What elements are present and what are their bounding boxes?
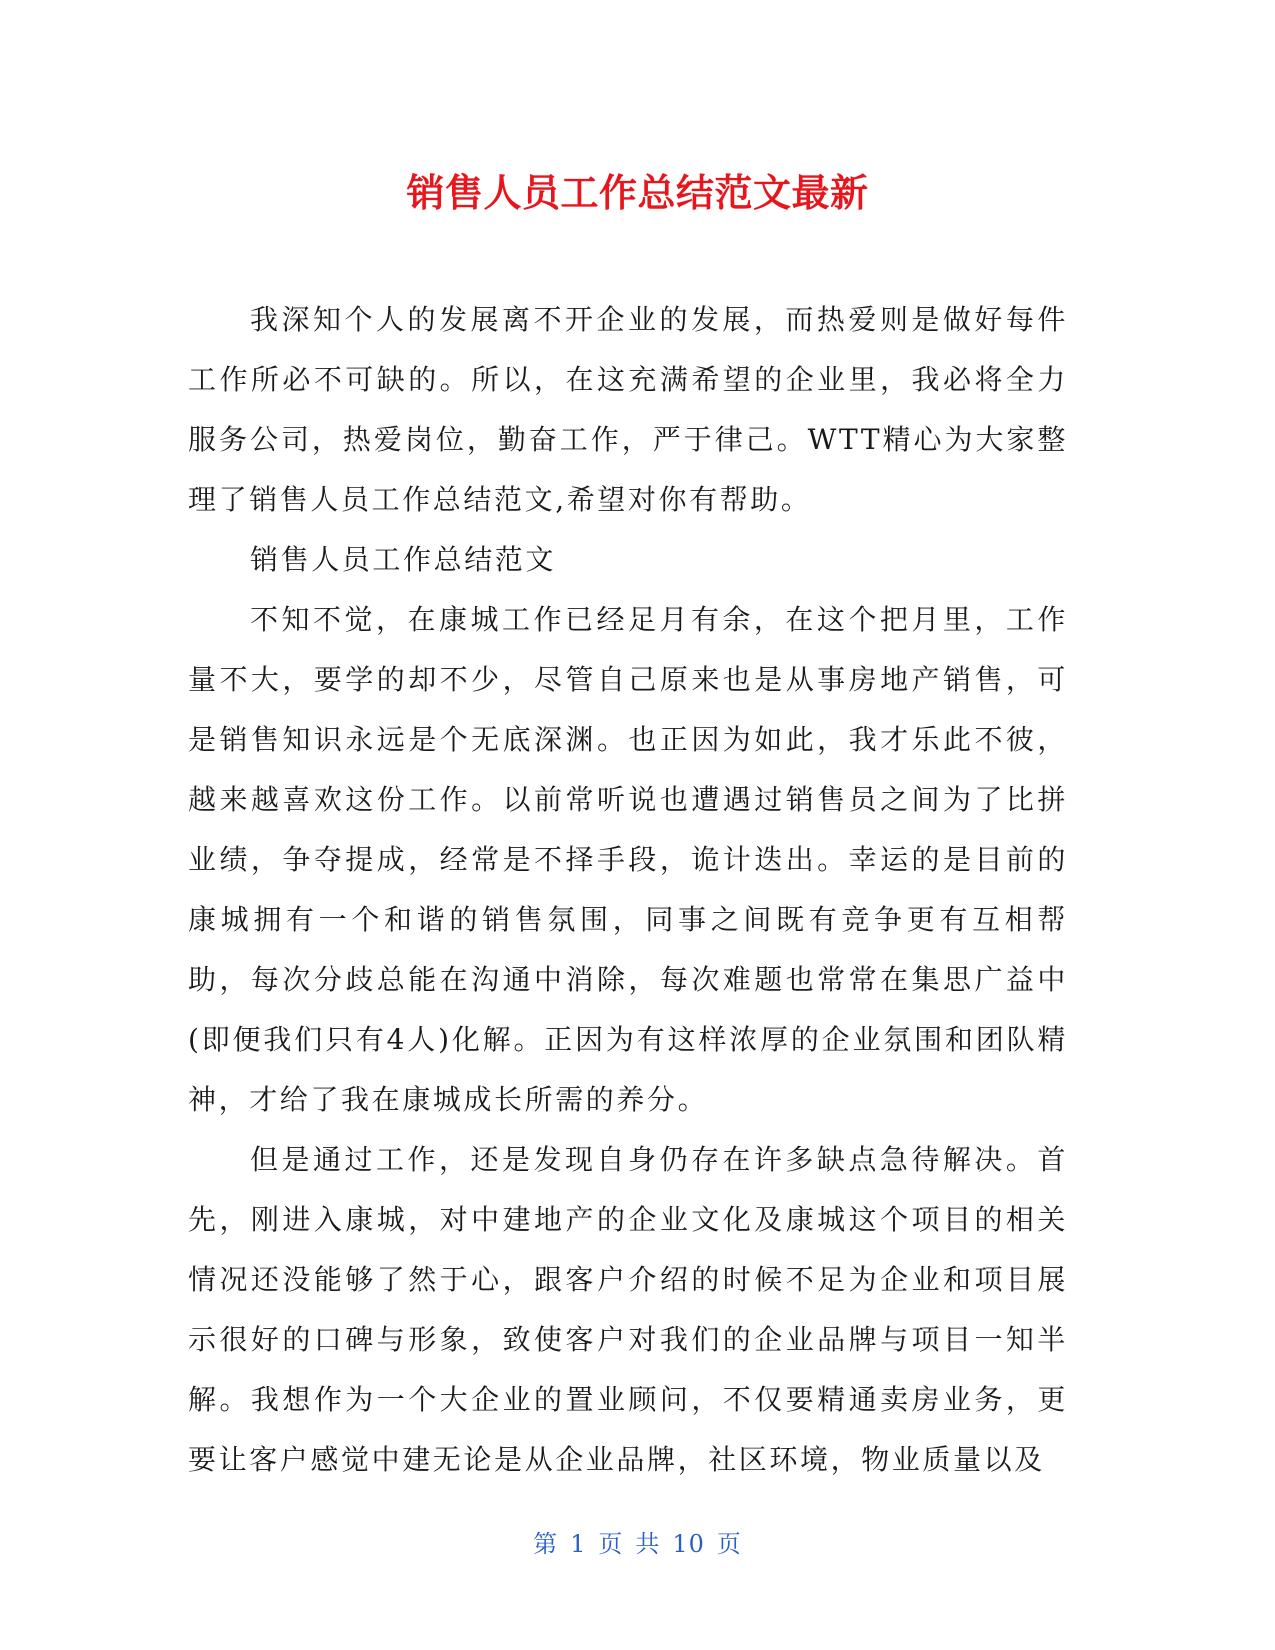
page-footer bbox=[0, 1526, 1275, 1562]
paragraph-body-2: 但是通过工作，还是发现自身仍存在许多缺点急待解决。首先，刚进入康城，对中建地产的企业文化及康城这个项目的相关情况还没能够了然于心，跟客户介绍的时候不足为企业和项目展示很好的口碑与形象，致使客户对我们的企业品牌与项目一知半解。我想作为一个大企业的置业顾问，不仅要精通卖房业务，更要让客户感觉中建无论是从企业品牌，社区环境，物业质量以及 bbox=[188, 1143, 1068, 1476]
total-pages-number: 10 bbox=[672, 1530, 705, 1558]
paragraph-intro: 我深知个人的发展离不开企业的发展，而热爱则是做好每件工作所必不可缺的。所以，在这充满希望的企业里，我必将全力服务公司，热爱岗位，勤奋工作，严于律己。WTT精心为大家整理了销售人员工作总结范文,希望对你有帮助。 bbox=[188, 303, 1068, 516]
document-title: 销售人员工作总结范文最新 bbox=[406, 171, 869, 215]
page-label-suffix: 页 bbox=[716, 1530, 742, 1558]
paragraph-subheading: 销售人员工作总结范文 bbox=[250, 543, 557, 576]
page-label-prefix: 第 bbox=[533, 1530, 559, 1558]
current-page-number: 1 bbox=[570, 1530, 587, 1558]
total-label: 共 bbox=[635, 1530, 661, 1558]
document-body bbox=[188, 290, 1068, 1490]
page-label-mid: 页 bbox=[598, 1530, 624, 1558]
paragraph-body-1: 不知不觉，在康城工作已经足月有余，在这个把月里，工作量不大，要学的却不少，尽管自己原来也是从事房地产销售，可是销售知识永远是个无底深渊。也正因为如此，我才乐此不彼，越来越喜欢这份工作。以前常听说也遭遇过销售员之间为了比拼业绩，争夺提成，经常是不择手段，诡计迭出。幸运的是目前的康城拥有一个和谐的销售氛围，同事之间既有竞争更有互相帮助，每次分歧总能在沟通中消除，每次难题也常常在集思广益中(即便我们只有4人)化解。正因为有这样浓厚的企业氛围和团队精神，才给了我在康城成长所需的养分。 bbox=[188, 603, 1068, 1116]
